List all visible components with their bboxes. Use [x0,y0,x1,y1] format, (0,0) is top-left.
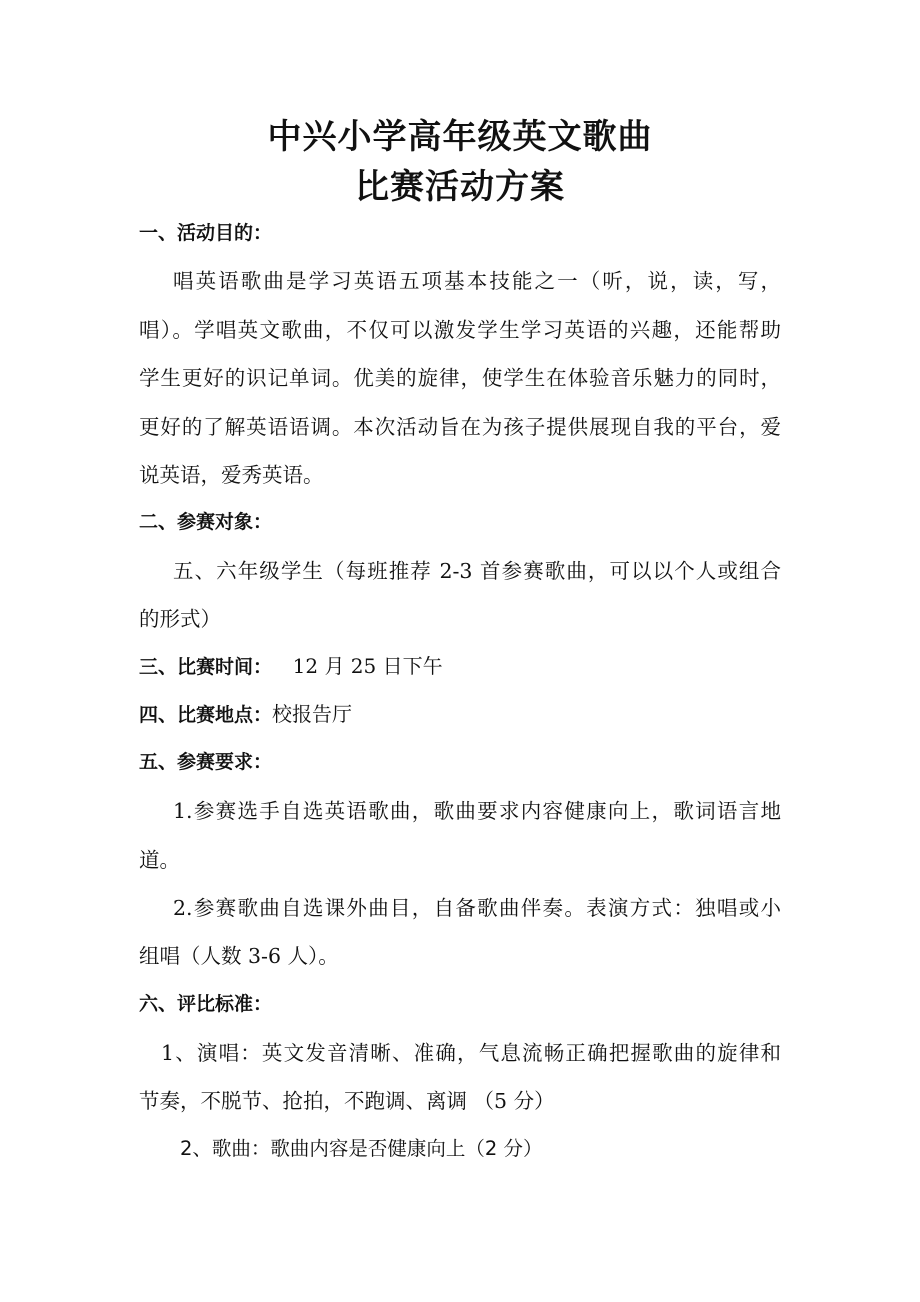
section-1-line-5: 说英语，爱秀英语。 [139,463,324,487]
section-1-line-1: 唱英语歌曲是学习英语五项基本技能之一（听，说，读，写， [173,269,781,293]
section-2-heading: 二、参赛对象： [139,511,273,533]
section-1-line-2: 唱）。学唱英文歌曲，不仅可以激发学生学习英语的兴趣，还能帮助 [139,318,781,342]
document-title-line-1: 中兴小学高年级英文歌曲 [267,117,653,157]
section-4-value: 校报告厅 [272,702,353,726]
section-6-line-3: 2、歌曲：歌曲内容是否健康向上（2 分） [180,1137,543,1160]
section-4-row [139,701,352,728]
section-5-line-4: 组唱（人数 3-6 人）。 [139,944,339,968]
section-1-heading: 一、活动目的： [139,222,273,244]
section-3-row [139,653,443,680]
section-6-line-1: 1、演唱：英文发音清晰、准确，气息流畅正确把握歌曲的旋律和 [161,1041,781,1065]
section-5-line-1: 1.参赛选手自选英语歌曲，歌曲要求内容健康向上，歌词语言地 [173,799,781,823]
section-1-line-3: 学生更好的识记单词。优美的旋律，使学生在体验音乐魅力的同时， [139,366,781,390]
section-5-line-2: 道。 [139,848,180,872]
section-5-heading: 五、参赛要求： [139,751,273,773]
section-6-heading: 六、评比标准： [139,993,273,1015]
section-3-heading: 三、比赛时间： [139,656,273,678]
section-1-line-4: 更好的了解英语语调。本次活动旨在为孩子提供展现自我的平台，爱 [139,415,781,439]
section-5-line-3: 2.参赛歌曲自选课外曲目，自备歌曲伴奏。表演方式：独唱或小 [173,896,781,920]
section-3-value: 12 月 25 日下午 [292,654,443,678]
section-2-line-1: 五、六年级学生（每班推荐 2-3 首参赛歌曲，可以以个人或组合 [173,559,781,583]
section-2-line-2: 的形式） [139,607,221,631]
document-title-line-2: 比赛活动方案 [355,167,565,207]
section-6-line-2: 节奏，不脱节、抢拍，不跑调、离调 （5 分） [139,1089,555,1113]
section-4-heading: 四、比赛地点： [139,704,273,726]
